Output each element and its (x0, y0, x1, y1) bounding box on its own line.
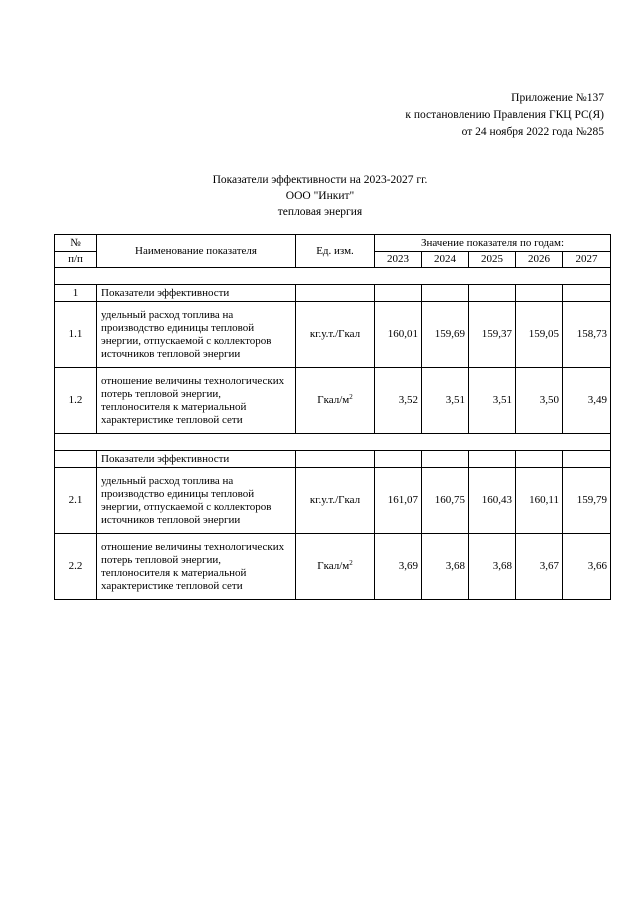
unit-text: Гкал/м (317, 394, 350, 406)
empty-cell (422, 285, 469, 302)
table-row (55, 534, 611, 600)
appendix-date: от 24 ноября 2022 года №285 (461, 126, 604, 138)
col-name-header: Наименование показателя (97, 235, 296, 268)
appendix-number: Приложение №137 (511, 92, 604, 104)
col-values-header: Значение показателя по годам: (375, 235, 611, 252)
table-row (55, 468, 611, 534)
unit-cell (296, 534, 375, 600)
spacer-cell (55, 434, 611, 451)
value-cell: 159,05 (516, 302, 563, 368)
appendix-reference (405, 90, 604, 141)
value-cell: 3,68 (422, 534, 469, 600)
section-number: 1 (55, 285, 97, 302)
value-cell: 160,01 (375, 302, 422, 368)
empty-cell (516, 451, 563, 468)
section-title: Показатели эффективности (97, 285, 296, 302)
year-header: 2026 (516, 252, 563, 268)
value-cell: 3,69 (375, 534, 422, 600)
empty-cell (469, 285, 516, 302)
value-cell: 3,51 (469, 368, 516, 434)
section-number (55, 451, 97, 468)
value-cell: 159,79 (563, 468, 611, 534)
value-cell: 3,66 (563, 534, 611, 600)
organization-name: ООО "Инкит" (285, 190, 355, 202)
empty-cell (516, 285, 563, 302)
year-header: 2025 (469, 252, 516, 268)
value-cell: 158,73 (563, 302, 611, 368)
indicator-name: удельный расход топлива на производство единицы тепловой энергии, отпускаемой с коллекторов источников тепловой энергии (97, 302, 296, 368)
col-number-header-top: № (55, 235, 97, 252)
section-row (55, 451, 611, 468)
value-cell: 3,68 (469, 534, 516, 600)
value-cell: 160,11 (516, 468, 563, 534)
indicator-name: удельный расход топлива на производство единицы тепловой энергии, отпускаемой с коллекторов источников тепловой энергии (97, 468, 296, 534)
empty-cell (296, 285, 375, 302)
row-number: 2.2 (55, 534, 97, 600)
value-cell: 159,37 (469, 302, 516, 368)
row-number: 1.1 (55, 302, 97, 368)
value-cell: 160,75 (422, 468, 469, 534)
document-heading (0, 172, 640, 220)
document-title: Показатели эффективности на 2023-2027 гг. (212, 174, 428, 186)
unit-superscript: 2 (349, 393, 353, 401)
value-cell: 3,52 (375, 368, 422, 434)
unit-text: Гкал/м (317, 560, 350, 572)
col-number-header-bottom: п/п (55, 252, 97, 268)
appendix-resolution: к постановлению Правления ГКЦ РС(Я) (405, 109, 604, 121)
empty-cell (296, 451, 375, 468)
spacer-row (55, 268, 611, 285)
col-unit-header: Ед. изм. (296, 235, 375, 268)
empty-cell (469, 451, 516, 468)
unit-cell: кг.у.т./Гкал (296, 468, 375, 534)
year-header: 2023 (375, 252, 422, 268)
spacer-cell (55, 268, 611, 285)
unit-superscript: 2 (349, 559, 353, 567)
value-cell: 3,50 (516, 368, 563, 434)
empty-cell (375, 285, 422, 302)
header-row (55, 235, 611, 252)
year-header: 2024 (422, 252, 469, 268)
empty-cell (563, 451, 611, 468)
value-cell: 160,43 (469, 468, 516, 534)
row-number: 2.1 (55, 468, 97, 534)
section-title: Показатели эффективности (97, 451, 296, 468)
indicator-name: отношение величины технологических потерь тепловой энергии, теплоносителя к материальной характеристике тепловой сети (97, 368, 296, 434)
unit-cell (296, 368, 375, 434)
section-row (55, 285, 611, 302)
empty-cell (422, 451, 469, 468)
value-cell: 161,07 (375, 468, 422, 534)
table-row (55, 368, 611, 434)
empty-cell (563, 285, 611, 302)
unit-cell: кг.у.т./Гкал (296, 302, 375, 368)
indicator-name: отношение величины технологических потерь тепловой энергии, теплоносителя к материальной характеристике тепловой сети (97, 534, 296, 600)
value-cell: 3,49 (563, 368, 611, 434)
indicators-table (54, 234, 611, 600)
table-row (55, 302, 611, 368)
empty-cell (375, 451, 422, 468)
value-cell: 3,51 (422, 368, 469, 434)
value-cell: 3,67 (516, 534, 563, 600)
year-header: 2027 (563, 252, 611, 268)
document-subject: тепловая энергия (277, 206, 363, 218)
row-number: 1.2 (55, 368, 97, 434)
spacer-row (55, 434, 611, 451)
value-cell: 159,69 (422, 302, 469, 368)
